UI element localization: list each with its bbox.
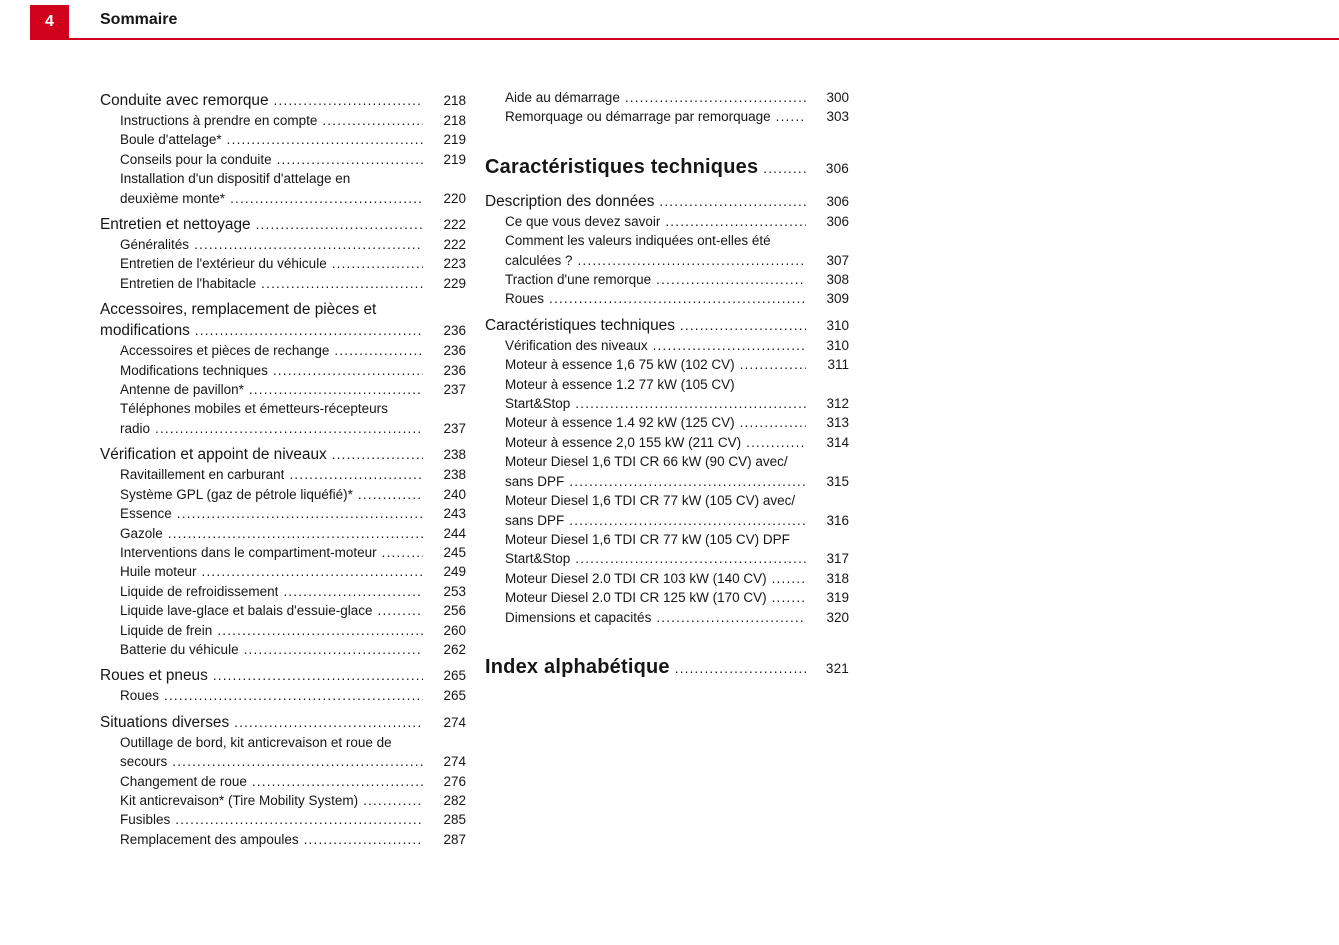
toc-item-entry	[100, 361, 466, 380]
dot-leader	[578, 251, 806, 270]
entry-label: Moteur Diesel 2.0 TDI CR 125 kW (170 CV)	[505, 590, 767, 606]
entry-page-number: 320	[826, 609, 849, 625]
toc-item-entry	[485, 588, 849, 607]
entry-row	[120, 274, 466, 293]
toc-item-entry	[100, 380, 466, 399]
page-title: Sommaire	[100, 10, 178, 28]
entry-page-number: 276	[443, 773, 466, 789]
entry-label: Boule d'attelage*	[120, 132, 222, 148]
dot-leader	[194, 235, 423, 254]
entry-label-line1: Installation d'un dispositif d'attelage en	[120, 171, 351, 187]
dot-leader	[283, 582, 423, 601]
entry-row	[485, 154, 849, 182]
entry-label: Caractéristiques techniques	[485, 316, 675, 334]
entry-row	[505, 433, 849, 452]
toc-item-entry	[100, 485, 466, 504]
entry-page-number: 236	[443, 323, 466, 339]
entry-page-number: 222	[443, 237, 466, 253]
entry-page-number: 245	[443, 544, 466, 560]
entry-row	[120, 485, 466, 504]
entry-page-number: 256	[443, 603, 466, 619]
entry-row	[100, 90, 466, 111]
toc-item-entry	[100, 621, 466, 640]
entry-label: Ravitaillement en carburant	[120, 467, 285, 483]
toc-item-entry	[485, 231, 849, 270]
entry-row	[100, 320, 466, 341]
entry-row	[120, 380, 466, 399]
entry-page-number: 319	[826, 590, 849, 606]
dot-leader	[680, 315, 806, 336]
entry-page-number: 303	[826, 109, 849, 125]
entry-row	[505, 107, 849, 126]
dot-leader	[653, 336, 806, 355]
dot-leader	[273, 361, 423, 380]
entry-label: Roues et pneus	[100, 667, 208, 685]
entry-row	[120, 640, 466, 659]
entry-row	[505, 413, 849, 432]
entry-label: Moteur à essence 1,6 75 kW (102 CV)	[505, 357, 735, 373]
toc-item-entry	[485, 375, 849, 414]
entry-label: Liquide de frein	[120, 622, 213, 638]
entry-row	[120, 361, 466, 380]
toc-item-entry	[485, 452, 849, 491]
entry-label: Modifications techniques	[120, 362, 268, 378]
entry-page-number: 318	[826, 570, 849, 586]
toc-item-entry	[100, 562, 466, 581]
entry-page-number: 314	[826, 434, 849, 450]
entry-label: Fusibles	[120, 812, 171, 828]
entry-label: Traction d'une remorque	[505, 272, 652, 288]
toc-item-entry	[100, 772, 466, 791]
entry-page-number: 244	[443, 525, 466, 541]
entry-label: Start&Stop	[505, 551, 571, 567]
entry-label: radio	[120, 420, 151, 436]
dot-leader	[213, 665, 423, 686]
dot-leader	[665, 212, 806, 231]
toc-section-entry	[100, 90, 466, 111]
entry-page-number: 253	[443, 583, 466, 599]
entry-page-number: 310	[826, 317, 849, 333]
entry-row	[505, 336, 849, 355]
toc-item-entry	[100, 254, 466, 273]
entry-label: Situations diverses	[100, 713, 230, 731]
dot-leader	[155, 419, 423, 438]
entry-label: Kit anticrevaison* (Tire Mobility System)	[120, 792, 359, 808]
dot-leader	[332, 254, 423, 273]
entry-row	[120, 524, 466, 543]
dot-leader	[177, 504, 423, 523]
entry-row	[505, 472, 849, 491]
toc-item-entry	[100, 524, 466, 543]
entry-page-number: 300	[826, 90, 849, 105]
toc-section-entry	[100, 444, 466, 465]
entry-row	[505, 212, 849, 231]
entry-page-number: 218	[443, 113, 466, 128]
entry-row	[120, 235, 466, 254]
entry-page-number: 274	[443, 754, 466, 770]
dot-leader	[334, 341, 423, 360]
toc-item-entry	[100, 543, 466, 562]
toc-item-entry	[100, 465, 466, 484]
toc-item-entry	[485, 289, 849, 308]
entry-label: Moteur à essence 2,0 155 kW (211 CV)	[505, 434, 742, 450]
entry-label: modifications	[100, 322, 190, 340]
entry-label: Caractéristiques techniques	[485, 155, 759, 178]
entry-page-number: 236	[443, 362, 466, 378]
toc-item-entry	[100, 341, 466, 360]
dot-leader	[569, 511, 806, 530]
toc-section-entry	[485, 191, 849, 212]
dot-leader	[202, 562, 423, 581]
dot-leader	[289, 465, 423, 484]
entry-label-line1: Moteur Diesel 1,6 TDI CR 77 kW (105 CV) avec/	[505, 493, 796, 509]
toc-chapter-entry	[485, 654, 849, 682]
entry-label: Accessoires et pièces de rechange	[120, 343, 330, 359]
entry-row	[120, 150, 466, 169]
entry-row	[120, 810, 466, 829]
dot-leader	[230, 189, 423, 208]
entry-row	[120, 189, 466, 208]
dot-leader	[656, 270, 806, 289]
entry-row	[120, 686, 466, 705]
toc-item-entry	[485, 212, 849, 231]
dot-leader	[772, 588, 806, 607]
dot-leader	[227, 130, 423, 149]
entry-label: Liquide de refroidissement	[120, 583, 279, 599]
dot-leader	[168, 524, 423, 543]
dot-leader	[363, 791, 423, 810]
entry-page-number: 307	[826, 252, 849, 268]
entry-page-number: 237	[443, 382, 466, 398]
entry-row	[120, 582, 466, 601]
entry-label: Dimensions et capacités	[505, 609, 652, 625]
entry-row	[505, 569, 849, 588]
entry-row	[120, 465, 466, 484]
entry-row	[505, 289, 849, 308]
toc-section-entry	[100, 214, 466, 235]
dot-leader	[252, 772, 423, 791]
entry-page-number: 285	[443, 812, 466, 828]
entry-row	[120, 111, 466, 130]
entry-page-number: 265	[443, 688, 466, 704]
entry-page-number: 219	[443, 151, 466, 167]
dot-leader	[277, 150, 423, 169]
entry-label: Batterie du véhicule	[120, 641, 239, 657]
entry-row	[100, 444, 466, 465]
entry-label: secours	[120, 754, 168, 770]
entry-label-line1: Outillage de bord, kit anticrevaison et roue de	[120, 734, 392, 750]
entry-row	[505, 251, 849, 270]
entry-label: Remorquage ou démarrage par remorquage	[505, 109, 771, 125]
toc-item-entry	[100, 640, 466, 659]
entry-row	[120, 752, 466, 771]
entry-label: Remplacement des ampoules	[120, 831, 299, 847]
toc-chapter-entry	[485, 154, 849, 182]
entry-label: Instructions à prendre en compte	[120, 113, 318, 128]
toc-item-entry	[485, 413, 849, 432]
entry-page-number: 237	[443, 420, 466, 436]
dot-leader	[625, 88, 806, 107]
toc-section-entry	[100, 665, 466, 686]
toc-item-entry	[485, 530, 849, 569]
entry-label: Changement de roue	[120, 773, 247, 789]
entry-label: Interventions dans le compartiment-moteur	[120, 544, 377, 560]
entry-row	[505, 608, 849, 627]
page-number-box	[30, 5, 69, 39]
entry-row	[120, 772, 466, 791]
entry-page-number: 229	[443, 275, 466, 291]
entry-label: Système GPL (gaz de pétrole liquéfié)*	[120, 486, 353, 502]
dot-leader	[382, 543, 423, 562]
toc-item-entry	[485, 491, 849, 530]
dot-leader	[164, 686, 423, 705]
entry-label-line1: Accessoires, remplacement de pièces et	[100, 301, 377, 319]
entry-page-number: 321	[825, 660, 849, 676]
dot-leader	[217, 621, 423, 640]
entry-page-number: 282	[443, 792, 466, 808]
dot-leader	[261, 274, 423, 293]
entry-page-number: 218	[443, 93, 466, 108]
entry-row	[120, 130, 466, 149]
entry-row	[120, 341, 466, 360]
toc-item-entry	[100, 399, 466, 438]
entry-row	[100, 665, 466, 686]
entry-label: Entretien et nettoyage	[100, 216, 251, 234]
header-rule	[30, 38, 1339, 40]
entry-label-line1: Téléphones mobiles et émetteurs-récepteurs	[120, 401, 388, 417]
entry-page-number: 316	[826, 512, 849, 528]
entry-page-number: 222	[443, 217, 466, 233]
entry-page-number: 313	[826, 415, 849, 431]
entry-row	[505, 511, 849, 530]
toc-item-entry	[100, 150, 466, 169]
toc-section-entry	[100, 299, 466, 341]
entry-page-number: 265	[443, 668, 466, 684]
toc-item-entry	[100, 810, 466, 829]
entry-row	[120, 419, 466, 438]
dot-leader	[656, 608, 806, 627]
dot-leader	[772, 569, 806, 588]
toc-item-entry	[100, 733, 466, 772]
toc-item-entry	[100, 686, 466, 705]
dot-leader	[234, 712, 423, 733]
toc-item-entry	[100, 169, 466, 208]
entry-row	[485, 315, 849, 336]
entry-label: Conseils pour la conduite	[120, 151, 272, 167]
toc-section-entry	[100, 712, 466, 733]
entry-page-number: 310	[826, 337, 849, 353]
dot-leader	[575, 549, 806, 568]
entry-row	[100, 712, 466, 733]
dot-leader	[195, 320, 423, 341]
toc-item-entry	[485, 270, 849, 289]
entry-label: Antenne de pavillon*	[120, 382, 244, 398]
toc-item-entry	[485, 433, 849, 452]
toc-item-entry	[485, 569, 849, 588]
dot-leader	[659, 191, 806, 212]
entry-row	[120, 562, 466, 581]
entry-page-number: 243	[443, 506, 466, 522]
entry-label: Start&Stop	[505, 396, 571, 412]
toc-column-left	[100, 84, 466, 849]
dot-leader	[304, 830, 423, 849]
dot-leader	[575, 394, 806, 413]
entry-page-number: 260	[443, 622, 466, 638]
entry-row	[120, 543, 466, 562]
entry-row	[485, 654, 849, 682]
toc-item-entry	[485, 336, 849, 355]
entry-row	[505, 88, 849, 107]
entry-row	[485, 191, 849, 212]
entry-label: Entretien de l'extérieur du véhicule	[120, 256, 327, 272]
entry-page-number: 219	[443, 132, 466, 148]
entry-page-number: 306	[826, 193, 849, 209]
entry-page-number: 238	[443, 467, 466, 483]
dot-leader	[740, 413, 806, 432]
dot-leader	[378, 601, 424, 620]
entry-label: sans DPF	[505, 473, 565, 489]
toc-item-entry	[485, 608, 849, 627]
dot-leader	[322, 111, 423, 130]
toc-item-entry	[100, 111, 466, 130]
entry-label: sans DPF	[505, 512, 565, 528]
entry-label: deuxième monte*	[120, 190, 226, 206]
dot-leader	[358, 485, 423, 504]
entry-row	[505, 394, 849, 413]
dot-leader	[249, 380, 423, 399]
entry-label: Roues	[120, 688, 160, 704]
toc-item-entry	[485, 355, 849, 374]
dot-leader	[244, 640, 423, 659]
entry-row	[505, 588, 849, 607]
entry-row	[505, 549, 849, 568]
entry-label: Vérification des niveaux	[505, 337, 648, 353]
entry-label: Roues	[505, 291, 545, 307]
entry-page-number: 308	[826, 272, 849, 288]
entry-label-line1: Comment les valeurs indiquées ont-elles été	[505, 233, 771, 249]
toc-item-entry	[100, 235, 466, 254]
entry-page-number: 309	[826, 291, 849, 307]
entry-row	[120, 621, 466, 640]
page-number: 4	[45, 13, 54, 30]
entry-label: Huile moteur	[120, 564, 197, 580]
entry-row	[120, 830, 466, 849]
entry-page-number: 240	[443, 486, 466, 502]
entry-label: Liquide lave-glace et balais d'essuie-glace	[120, 603, 373, 619]
entry-label: Index alphabétique	[485, 655, 670, 678]
entry-label: Gazole	[120, 525, 163, 541]
dot-leader	[172, 752, 423, 771]
dot-leader	[675, 656, 806, 682]
toc-item-entry	[100, 274, 466, 293]
entry-label: Entretien de l'habitacle	[120, 275, 257, 291]
entry-label: Aide au démarrage	[505, 90, 620, 105]
entry-row	[100, 214, 466, 235]
dot-leader	[274, 90, 423, 111]
dot-leader	[569, 472, 806, 491]
entry-page-number: 315	[826, 473, 849, 489]
toc-item-entry	[100, 601, 466, 620]
entry-page-number: 287	[443, 831, 466, 847]
toc-item-entry	[100, 130, 466, 149]
dot-leader	[175, 810, 423, 829]
entry-label-line1: Moteur Diesel 1,6 TDI CR 66 kW (90 CV) avec/	[505, 454, 788, 470]
entry-page-number: 306	[825, 160, 849, 176]
entry-label-line1: Moteur à essence 1.2 77 kW (105 CV)	[505, 376, 735, 392]
dot-leader	[746, 433, 806, 452]
toc-item-entry	[100, 582, 466, 601]
entry-page-number: 306	[826, 213, 849, 229]
entry-label: Moteur Diesel 2.0 TDI CR 103 kW (140 CV)	[505, 570, 767, 586]
entry-page-number: 262	[443, 641, 466, 657]
entry-label: Vérification et appoint de niveaux	[100, 446, 327, 464]
entry-page-number: 317	[826, 551, 849, 567]
entry-row	[505, 270, 849, 289]
entry-row	[120, 791, 466, 810]
entry-page-number: 312	[826, 396, 849, 412]
entry-row	[505, 355, 849, 374]
entry-label: Généralités	[120, 237, 190, 253]
entry-label-line1: Moteur Diesel 1,6 TDI CR 77 kW (105 CV) DPF	[505, 531, 790, 547]
entry-label: Essence	[120, 506, 172, 522]
dot-leader	[740, 355, 806, 374]
entry-row	[120, 504, 466, 523]
toc-item-entry	[485, 107, 849, 126]
toc-column-right	[485, 88, 849, 691]
dot-leader	[332, 444, 423, 465]
entry-row	[120, 601, 466, 620]
entry-page-number: 249	[443, 564, 466, 580]
toc-item-entry	[100, 791, 466, 810]
entry-page-number: 220	[443, 190, 466, 206]
toc-item-entry	[100, 504, 466, 523]
entry-label: Description des données	[485, 192, 655, 210]
dot-leader	[763, 156, 806, 182]
entry-page-number: 223	[443, 256, 466, 272]
entry-page-number: 236	[443, 343, 466, 359]
entry-page-number: 238	[443, 447, 466, 463]
entry-label: calculées ?	[505, 252, 573, 268]
dot-leader	[549, 289, 806, 308]
toc-item-entry	[485, 88, 849, 107]
entry-page-number: 311	[827, 357, 849, 373]
toc-item-entry	[100, 830, 466, 849]
entry-page-number: 274	[443, 714, 466, 730]
entry-label: Moteur à essence 1.4 92 kW (125 CV)	[505, 415, 735, 431]
toc-section-entry	[485, 315, 849, 336]
entry-label: Ce que vous devez savoir	[505, 213, 661, 229]
entry-row	[120, 254, 466, 273]
entry-label: Conduite avec remorque	[100, 92, 269, 109]
dot-leader	[776, 107, 806, 126]
dot-leader	[256, 214, 423, 235]
